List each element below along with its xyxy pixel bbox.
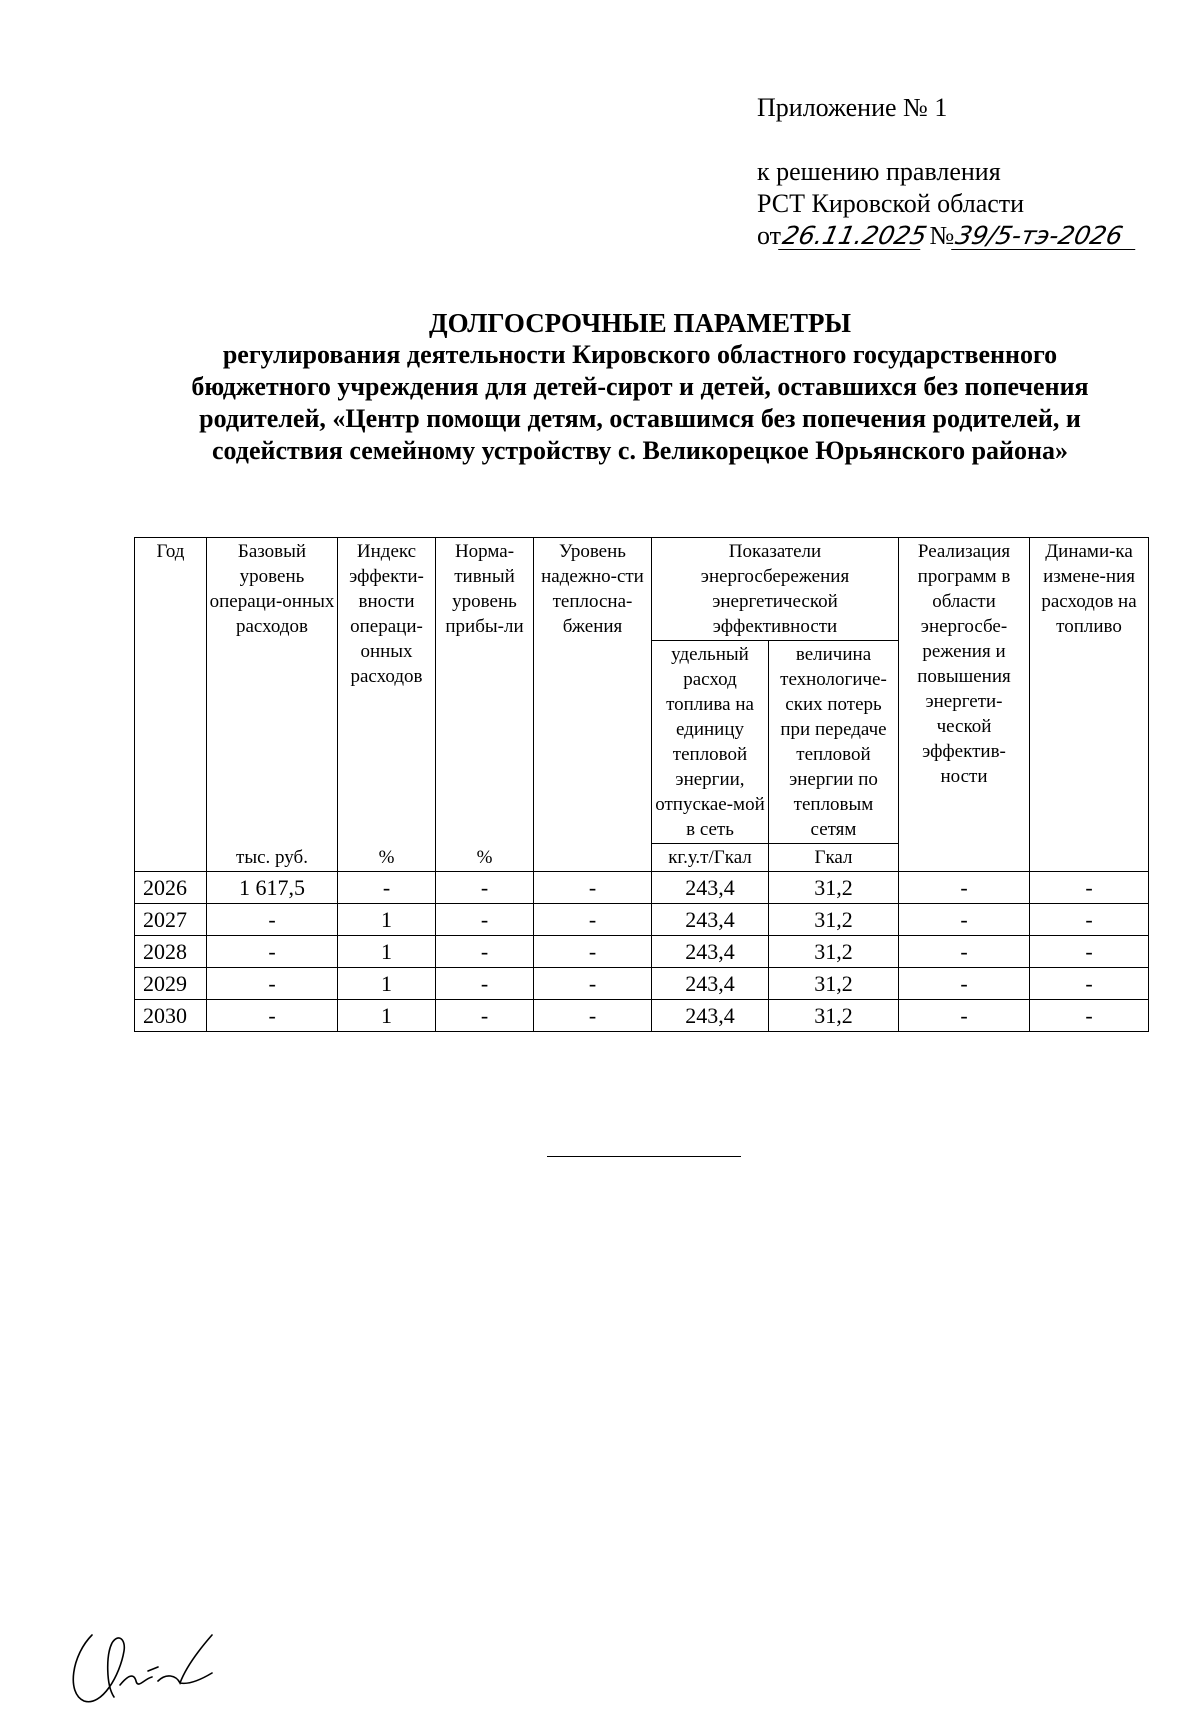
cell-fuel-rate: 243,4 <box>652 968 769 1000</box>
decision-date: 26.11.2025 <box>780 221 930 250</box>
handwritten-signature <box>62 1615 232 1715</box>
decision-number: 39/5-тэ-2026 <box>951 223 1141 250</box>
cell-programs: - <box>899 904 1030 936</box>
header-base-opex: Базовый уровень операци-онных расходов <box>207 538 338 844</box>
header-efficiency-index: Индекс эффекти-вности операци-онных расходов <box>338 538 436 844</box>
cell-fuel-rate: 243,4 <box>652 904 769 936</box>
appendix-line-1: к решению правления <box>757 157 1001 186</box>
cell-base-opex: 1 617,5 <box>207 872 338 904</box>
cell-profit-level: - <box>436 872 534 904</box>
cell-base-opex: - <box>207 936 338 968</box>
number-prefix: № <box>929 221 955 250</box>
cell-efficiency-index: 1 <box>338 968 436 1000</box>
cell-losses: 31,2 <box>769 1000 899 1032</box>
cell-year: 2029 <box>135 968 207 1000</box>
header-programs: Реализация программ в области энергосбе-режения и повышения энергети-ческой эффектив-ности <box>899 538 1030 872</box>
cell-fuel-rate: 243,4 <box>652 936 769 968</box>
cell-reliability: - <box>534 872 652 904</box>
cell-fuel-rate: 243,4 <box>652 1000 769 1032</box>
unit-losses: Гкал <box>769 844 899 872</box>
cell-reliability: - <box>534 936 652 968</box>
cell-profit-level: - <box>436 936 534 968</box>
appendix-date-line <box>757 220 1138 252</box>
closing-rule <box>547 1156 741 1157</box>
cell-fuel-dynamics: - <box>1030 936 1149 968</box>
unit-year <box>135 844 207 872</box>
unit-efficiency-index: % <box>338 844 436 872</box>
table-row <box>135 968 1149 1000</box>
header-energy-group: Показатели энергосбережения энергетической эффективности <box>652 538 899 641</box>
cell-year: 2027 <box>135 904 207 936</box>
header-fuel-rate: удельный расход топлива на единицу тепловой энергии, отпускае-мой в сеть <box>652 641 769 844</box>
cell-reliability: - <box>534 1000 652 1032</box>
cell-losses: 31,2 <box>769 904 899 936</box>
appendix-number: Приложение № 1 <box>757 93 948 122</box>
table-row <box>135 936 1149 968</box>
unit-base-opex: тыс. руб. <box>207 844 338 872</box>
table-row <box>135 904 1149 936</box>
cell-fuel-dynamics: - <box>1030 904 1149 936</box>
title-subheading: регулирования деятельности Кировского областного государственного бюджетного учреждения для детей-сирот и детей, оставшихся без попечения родителей, «Центр помощи детям, оставшимся без попечения родителей, и содействия семейному устройству с. Великорецкое Юрьянского района» <box>191 340 1089 465</box>
cell-programs: - <box>899 968 1030 1000</box>
cell-profit-level: - <box>436 968 534 1000</box>
cell-efficiency-index: - <box>338 872 436 904</box>
cell-profit-level: - <box>436 1000 534 1032</box>
unit-profit-level: % <box>436 844 534 872</box>
cell-fuel-dynamics: - <box>1030 1000 1149 1032</box>
header-losses: величина технологиче-ских потерь при передаче тепловой энергии по тепловым сетям <box>769 641 899 844</box>
cell-year: 2030 <box>135 1000 207 1032</box>
cell-base-opex: - <box>207 1000 338 1032</box>
cell-programs: - <box>899 1000 1030 1032</box>
cell-programs: - <box>899 872 1030 904</box>
appendix-line-2: РСТ Кировской области <box>757 189 1025 218</box>
cell-losses: 31,2 <box>769 936 899 968</box>
unit-fuel-rate: кг.у.т/Гкал <box>652 844 769 872</box>
table-row <box>135 872 1149 904</box>
parameters-table <box>134 537 1149 1032</box>
cell-reliability: - <box>534 904 652 936</box>
cell-efficiency-index: 1 <box>338 936 436 968</box>
cell-efficiency-index: 1 <box>338 1000 436 1032</box>
cell-reliability: - <box>534 968 652 1000</box>
cell-fuel-rate: 243,4 <box>652 872 769 904</box>
cell-losses: 31,2 <box>769 968 899 1000</box>
cell-year: 2028 <box>135 936 207 968</box>
header-reliability: Уровень надежно-сти теплосна-бжения <box>534 538 652 872</box>
header-fuel-dynamics: Динами-ка измене-ния расходов на топливо <box>1030 538 1149 872</box>
document-title <box>150 307 1130 467</box>
title-heading: ДОЛГОСРОЧНЫЕ ПАРАМЕТРЫ <box>429 308 851 338</box>
cell-fuel-dynamics: - <box>1030 968 1149 1000</box>
table-row <box>135 1000 1149 1032</box>
cell-year: 2026 <box>135 872 207 904</box>
cell-efficiency-index: 1 <box>338 904 436 936</box>
date-prefix: от <box>757 221 782 250</box>
cell-programs: - <box>899 936 1030 968</box>
cell-losses: 31,2 <box>769 872 899 904</box>
cell-profit-level: - <box>436 904 534 936</box>
appendix-block <box>757 92 1138 252</box>
header-profit-level: Норма-тивный уровень прибы-ли <box>436 538 534 844</box>
cell-base-opex: - <box>207 904 338 936</box>
cell-base-opex: - <box>207 968 338 1000</box>
header-year: Год <box>135 538 207 844</box>
cell-fuel-dynamics: - <box>1030 872 1149 904</box>
